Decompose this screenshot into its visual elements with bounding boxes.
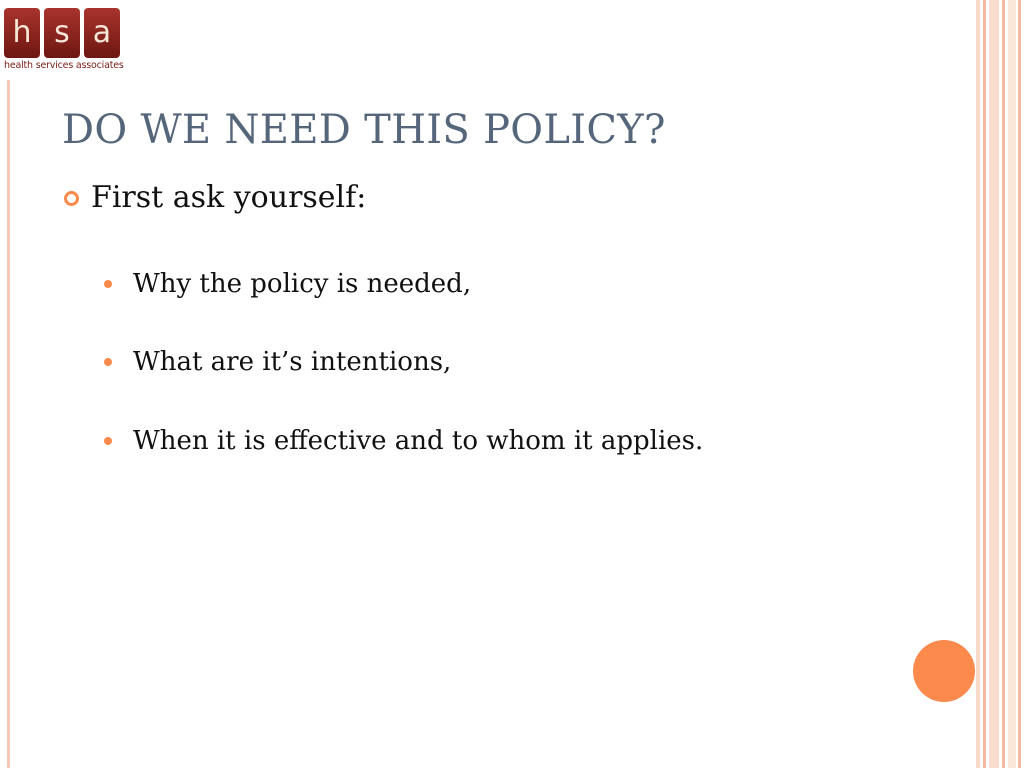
hsa-logo xyxy=(4,8,126,74)
stripe xyxy=(989,0,999,768)
dot-bullet-icon xyxy=(104,437,112,445)
ring-bullet-icon xyxy=(64,191,79,206)
stripe xyxy=(983,0,986,768)
stripe xyxy=(1008,0,1016,768)
dot-bullet-icon xyxy=(104,358,112,366)
dot-bullet-icon xyxy=(104,280,112,288)
logo-tile-s: s xyxy=(44,8,80,58)
sub-bullet-item xyxy=(104,425,703,457)
sub-bullet-text: What are it’s intentions, xyxy=(133,347,452,377)
decorative-circle xyxy=(913,640,975,702)
logo-tile-a: a xyxy=(84,8,120,58)
main-bullet-text: First ask yourself: xyxy=(91,180,367,215)
logo-tagline: health services associates xyxy=(4,60,124,71)
stripe xyxy=(1002,0,1005,768)
logo-tiles xyxy=(4,8,126,58)
sub-bullet-text: When it is effective and to whom it applies. xyxy=(133,426,704,456)
sub-bullet-item xyxy=(104,346,451,378)
slide-title: DO WE NEED THIS POLICY? xyxy=(62,107,666,153)
sub-bullet-item xyxy=(104,268,471,300)
left-decorative-line xyxy=(7,80,10,768)
stripe xyxy=(976,0,980,768)
sub-bullet-text: Why the policy is needed, xyxy=(133,269,472,299)
logo-tile-h: h xyxy=(4,8,40,58)
main-bullet-item xyxy=(64,180,366,216)
stripe xyxy=(1018,0,1021,768)
right-decorative-stripes xyxy=(976,0,1024,768)
